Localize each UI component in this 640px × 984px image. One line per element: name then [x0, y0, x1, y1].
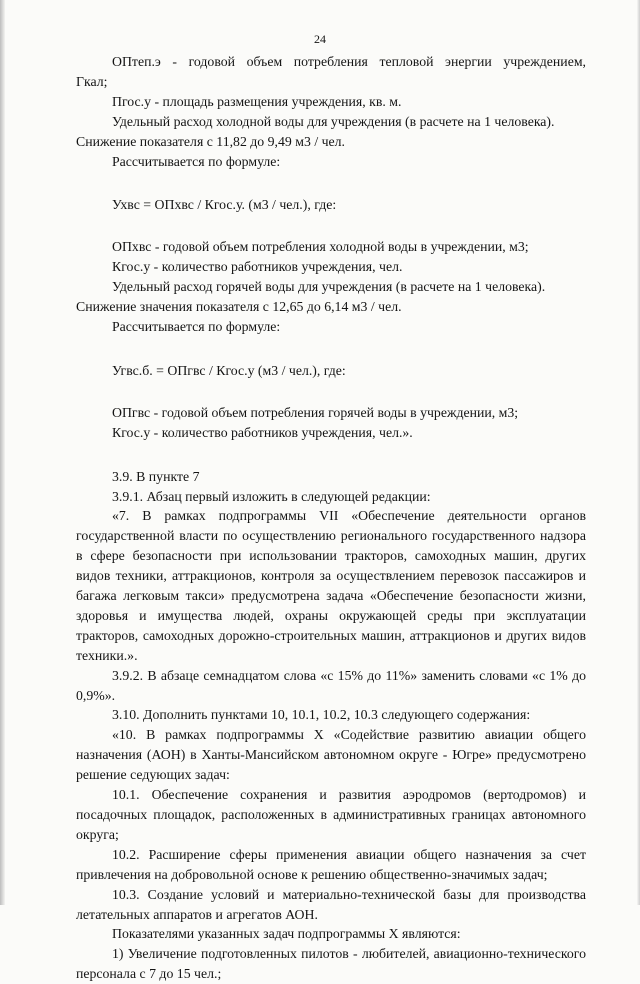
spacer: [76, 443, 586, 467]
paragraph-4: Удельный расход холодной воды для учреждения (в расчете на 1 человека).: [112, 113, 555, 129]
paragraph-15: Кгос.у - количество работников учреждения, чел.».: [112, 424, 413, 440]
page-number: 24: [314, 32, 326, 46]
paragraph-16: 3.9. В пункте 7: [112, 468, 200, 484]
paragraph-8: ОПхвс - годовой объем потребления холодной воды в учреждении, м3;: [112, 239, 529, 255]
paragraph-6: Рассчитывается по формуле:: [112, 153, 281, 169]
document-body: [76, 52, 586, 984]
paragraph-17: 3.9.1. Абзац первый изложить в следующей редакции:: [112, 488, 431, 504]
paragraph-11: Снижение значения показателя с 12,65 до 6,14 м3 / чел.: [76, 299, 402, 315]
paragraph-5: Снижение показателя с 11,82 до 9,49 м3 / чел.: [76, 133, 346, 149]
paragraph-19: 3.9.2. В абзаце семнадцатом слова «с 15% до 11%» заменить словами «с 1% до 0,9%».: [76, 667, 586, 703]
paragraph-20: 3.10. Дополнить пунктами 10, 10.1, 10.2, 10.3 следующего содержания:: [112, 707, 531, 723]
paragraph-26: 1) Увеличение подготовленных пилотов - любителей, авиационно-технического персонала с 7 до 15 чел.;: [76, 946, 586, 982]
paragraph-9: Кгос.у - количество работников учреждения, чел.: [112, 259, 403, 275]
paragraph-23: 10.2. Расширение сферы применения авиации общего назначения за счет привлечения на добровольной основе к решению общественно-значимых задач;: [76, 846, 586, 882]
paragraph-2: Гкал;: [76, 73, 108, 89]
formula-cold-water: Ухвс = ОПхвс / Кгос.у. (м3 / чел.), где:: [112, 197, 337, 213]
formula-hot-water: Угвс.б. = ОПгвс / Кгос.у (м3 / чел.), где:: [112, 362, 346, 378]
paragraph-12: Рассчитывается по формуле:: [112, 318, 281, 334]
paragraph-3: Пгос.у - площадь размещения учреждения, кв. м.: [112, 93, 402, 109]
paragraph-24: 10.3. Создание условий и материально-технической базы для производства летательных аппаратов и агрегатов АОН.: [76, 886, 586, 922]
paragraph-1: ОПтеп.э - годовой объем потребления тепловой энергии учреждением,: [112, 54, 586, 69]
paragraph-14: ОПгвс - годовой объем потребления горячей воды в учреждении, м3;: [112, 404, 519, 420]
paragraph-22: 10.1. Обеспечение сохранения и развития аэродромов (вертодромов) и посадочных площадок, расположенных в административных границах автономного округа;: [76, 787, 586, 842]
paragraph-18: «7. В рамках подпрограммы VII «Обеспечение деятельности органов государственной власти по осуществлению регионального государственного надзора в сфере безопасности при использовании тракторов, самоходных машин, других видов техники, аттракционов, контроля за осуществлением перевозок пассажиров и багажа легковым такси» предусмотрена задача «Обеспечение безопасности жизни, здоровья и имущества людей, охраны окружающей среды при эксплуатации тракторов, самоходных дорожно-строительных машин, аттракционов и других видов техники.».: [76, 508, 586, 663]
paragraph-25: Показателями указанных задач подпрограммы X являются:: [112, 926, 461, 942]
paragraph-10: Удельный расход горячей воды для учреждения (в расчете на 1 человека).: [112, 279, 546, 295]
scan-left-edge: [0, 0, 5, 905]
paragraph-21: «10. В рамках подпрограммы X «Содействие развитию авиации общего назначения (АОН) в Ханты-Мансийском автономном округе - Югре» предусмотрено решение седующих задач:: [76, 727, 586, 783]
